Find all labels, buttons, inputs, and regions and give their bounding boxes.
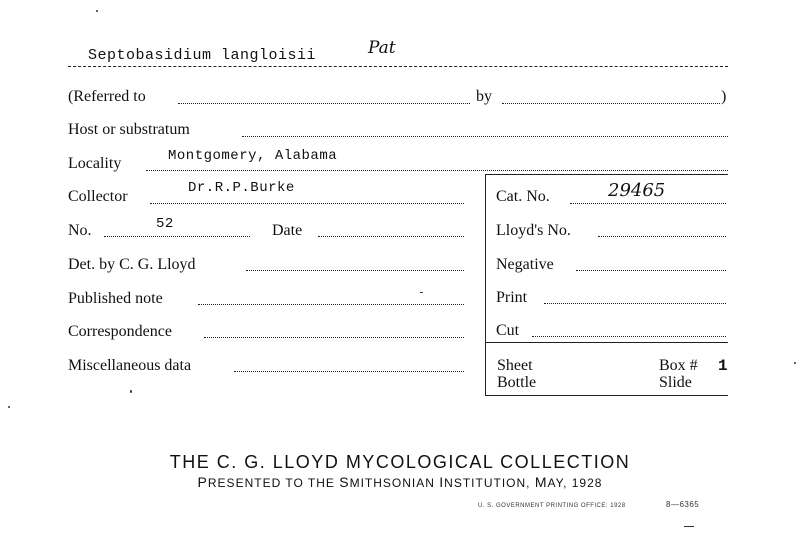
host-line [242,136,728,137]
cat-no-label: Cat. No. [496,188,550,205]
catalog-box-bottom-border [485,395,728,396]
catalog-box-divider [485,342,728,343]
scan-speck [96,10,98,12]
scan-speck [130,390,132,393]
subtitle-part: M [534,474,548,490]
correspondence-label: Correspondence [68,323,172,340]
collector-line [150,203,464,204]
subtitle-part: RESENTED TO THE [207,476,340,490]
collector-label: Collector [68,188,128,205]
published-label: Published note [68,290,163,307]
box-number-value: 1 [718,357,729,375]
form-number: 8—6365 [666,500,700,509]
det-line [246,270,464,271]
misc-line [234,371,464,372]
subtitle-part: NSTITUTION, [444,476,535,490]
det-label: Det. by C. G. Lloyd [68,256,196,273]
negative-line [576,270,726,271]
catalog-box-top-border [485,174,728,175]
locality-label: Locality [68,155,122,172]
close-paren: ) [721,88,727,105]
referred-to-line [178,103,470,104]
lloyds-no-label: Lloyd's No. [496,222,571,239]
specimen-name: Septobasidium langloisii [88,47,317,64]
locality-value: Montgomery, Alabama [168,148,338,164]
locality-line [146,170,728,171]
by-line [502,103,720,104]
host-label: Host or substratum [68,121,190,138]
scan-speck [684,526,694,527]
box-number-label: Box # [659,357,698,374]
date-line [318,236,464,237]
subtitle-part: P [197,474,208,490]
bottle-label: Bottle [497,374,537,391]
slide-label: Slide [659,374,692,391]
print-line [544,303,726,304]
print-label: Print [496,289,528,306]
catalog-box-left-border [485,174,486,396]
printing-office-note: U. S. GOVERNMENT PRINTING OFFICE: 1928 [478,503,626,509]
collection-title: THE C. G. LLOYD MYCOLOGICAL COLLECTION [169,452,631,472]
misc-label: Miscellaneous data [68,357,192,374]
collector-value: Dr.R.P.Burke [188,180,295,196]
scan-speck [420,292,423,293]
cut-line [532,336,726,337]
referred-to-label: (Referred to [68,88,146,105]
subtitle-part: S [339,474,350,490]
no-label: No. [68,222,92,239]
by-label: by [476,88,492,105]
cut-label: Cut [496,322,520,339]
specimen-name-line [68,66,728,67]
cat-no-value: 29465 [608,180,666,201]
scan-speck [8,406,10,408]
correspondence-line [204,337,464,338]
scan-speck [794,362,796,364]
cat-no-line [570,203,726,204]
negative-label: Negative [496,256,554,273]
date-label: Date [272,222,303,239]
sheet-label: Sheet [497,357,533,374]
collection-subtitle [0,474,800,490]
subtitle-part: I [439,474,445,490]
subtitle-part: MITHSONIAN [349,476,440,490]
no-value: 52 [156,216,174,232]
subtitle-part: AY, 1928 [547,476,603,490]
published-line [198,304,464,305]
author-annotation: Pat [368,38,396,58]
no-line [104,236,250,237]
lloyds-no-line [598,236,726,237]
